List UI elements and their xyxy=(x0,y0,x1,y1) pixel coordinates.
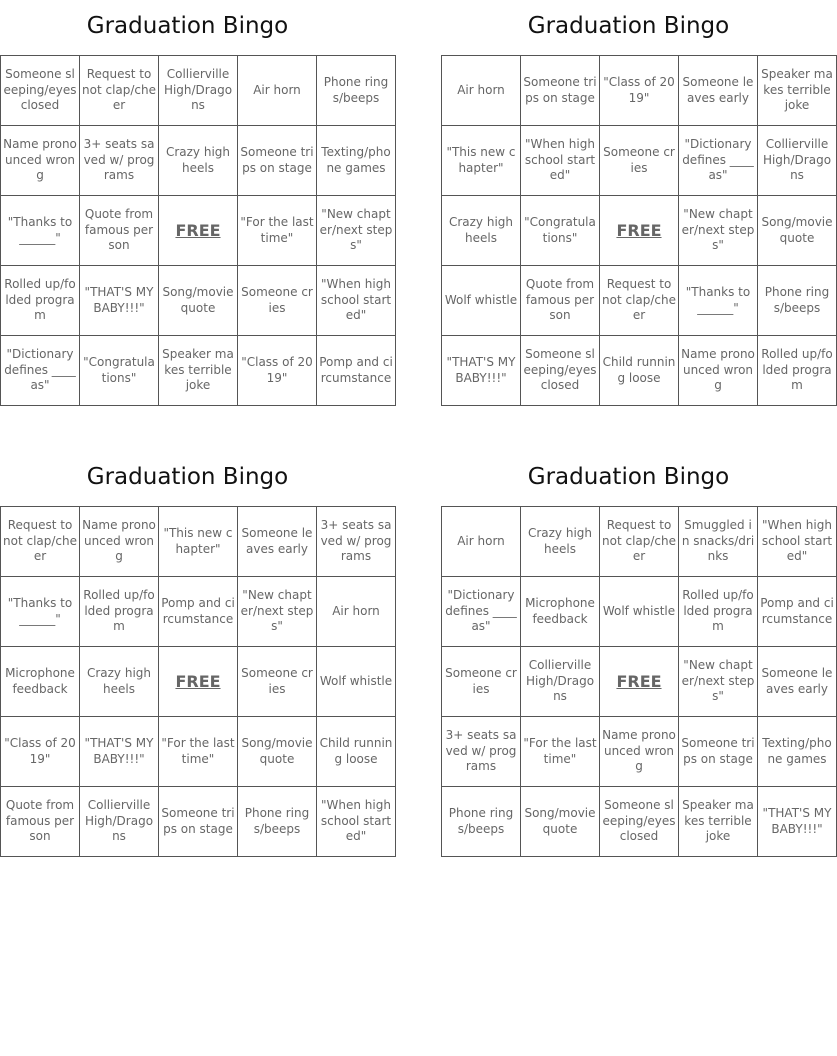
bingo-grid xyxy=(0,506,396,857)
bingo-cell: Crazy high heels xyxy=(159,126,238,196)
bingo-cell: Collierville High/Dragons xyxy=(80,787,159,857)
card-title: Graduation Bingo xyxy=(86,13,289,39)
bingo-cell: "New chapter/next steps" xyxy=(679,647,758,717)
bingo-cell: Someone leaves early xyxy=(238,507,317,577)
bingo-cell: "New chapter/next steps" xyxy=(317,196,396,266)
bingo-cell: Air horn xyxy=(317,577,396,647)
grid-row xyxy=(442,56,837,126)
bingo-cell: Someone cries xyxy=(238,647,317,717)
bingo-cell: Air horn xyxy=(442,507,521,577)
bingo-cell: "Class of 2019" xyxy=(1,717,80,787)
free-cell: FREE xyxy=(159,647,238,717)
bingo-cell: Wolf whistle xyxy=(600,577,679,647)
bingo-cell: "Thanks to ______" xyxy=(1,196,80,266)
card-title: Graduation Bingo xyxy=(527,13,730,39)
bingo-cell: Someone sleeping/eyes closed xyxy=(521,336,600,406)
bingo-cell: Song/movie quote xyxy=(159,266,238,336)
bingo-card-3 xyxy=(0,451,393,857)
grid-row xyxy=(1,577,396,647)
bingo-cell: Air horn xyxy=(238,56,317,126)
free-cell: FREE xyxy=(600,647,679,717)
bingo-cell: Collierville High/Dragons xyxy=(758,126,837,196)
bingo-cell: Pomp and circumstance xyxy=(317,336,396,406)
bingo-cell: "Congratulations" xyxy=(80,336,159,406)
bingo-cell: "THAT'S MY BABY!!!" xyxy=(442,336,521,406)
free-cell: FREE xyxy=(600,196,679,266)
bingo-cell: Pomp and circumstance xyxy=(758,577,837,647)
bingo-cell: Request to not clap/cheer xyxy=(1,507,80,577)
grid-row xyxy=(1,787,396,857)
bingo-cell: Someone cries xyxy=(600,126,679,196)
bingo-cell: Quote from famous person xyxy=(80,196,159,266)
bingo-cell: Pomp and circumstance xyxy=(159,577,238,647)
bingo-card-2 xyxy=(441,0,833,406)
bingo-cell: Name pronounced wrong xyxy=(679,336,758,406)
bingo-cell: Collierville High/Dragons xyxy=(521,647,600,717)
bingo-cell: Name pronounced wrong xyxy=(80,507,159,577)
grid-row xyxy=(442,787,837,857)
bingo-cell: Quote from famous person xyxy=(521,266,600,336)
bingo-cell: Air horn xyxy=(442,56,521,126)
bingo-cell: Rolled up/folded program xyxy=(679,577,758,647)
bingo-cell: Phone rings/beeps xyxy=(317,56,396,126)
bingo-cell: "When high school started" xyxy=(317,787,396,857)
grid-row xyxy=(1,196,396,266)
bingo-cell: "This new chapter" xyxy=(159,507,238,577)
bingo-grid xyxy=(441,55,837,406)
grid-row xyxy=(1,336,396,406)
grid-row xyxy=(442,507,837,577)
bingo-cell: Request to not clap/cheer xyxy=(600,266,679,336)
grid-row xyxy=(1,266,396,336)
bingo-cell: 3+ seats saved w/ programs xyxy=(80,126,159,196)
bingo-cell: "New chapter/next steps" xyxy=(679,196,758,266)
bingo-cell: "This new chapter" xyxy=(442,126,521,196)
bingo-cell: "THAT'S MY BABY!!!" xyxy=(80,717,159,787)
bingo-cell: Someone trips on stage xyxy=(679,717,758,787)
bingo-cell: Someone trips on stage xyxy=(521,56,600,126)
bingo-cell: Someone cries xyxy=(442,647,521,717)
bingo-cell: Request to not clap/cheer xyxy=(600,507,679,577)
bingo-card-4 xyxy=(441,451,834,857)
bingo-cell: "Congratulations" xyxy=(521,196,600,266)
bingo-cell: 3+ seats saved w/ programs xyxy=(442,717,521,787)
bingo-cell: "For the last time" xyxy=(159,717,238,787)
grid-row xyxy=(1,56,396,126)
bingo-cell: "When high school started" xyxy=(521,126,600,196)
grid-row xyxy=(442,717,837,787)
bingo-cell: "Thanks to ______" xyxy=(1,577,80,647)
bingo-cell: "Dictionary defines ____ as" xyxy=(679,126,758,196)
bingo-cell: 3+ seats saved w/ programs xyxy=(317,507,396,577)
bingo-cell: Texting/phone games xyxy=(317,126,396,196)
bingo-grid xyxy=(441,506,837,857)
bingo-cell: Someone sleeping/eyes closed xyxy=(1,56,80,126)
bingo-cell: Wolf whistle xyxy=(442,266,521,336)
bingo-cell: Collierville High/Dragons xyxy=(159,56,238,126)
bingo-card-1 xyxy=(0,0,393,406)
grid-row xyxy=(442,196,837,266)
grid-row xyxy=(442,647,837,717)
bingo-cell: Phone rings/beeps xyxy=(758,266,837,336)
grid-row xyxy=(1,126,396,196)
grid-row xyxy=(442,266,837,336)
bingo-cell: Wolf whistle xyxy=(317,647,396,717)
bingo-cell: Texting/phone games xyxy=(758,717,837,787)
bingo-cell: Someone sleeping/eyes closed xyxy=(600,787,679,857)
bingo-cell: Rolled up/folded program xyxy=(80,577,159,647)
bingo-cell: Someone trips on stage xyxy=(159,787,238,857)
grid-row xyxy=(1,507,396,577)
bingo-cell: "When high school started" xyxy=(758,507,837,577)
bingo-cell: "For the last time" xyxy=(238,196,317,266)
bingo-cell: Microphone feedback xyxy=(1,647,80,717)
bingo-cell: Speaker makes terrible joke xyxy=(679,787,758,857)
bingo-cell: Name pronounced wrong xyxy=(600,717,679,787)
bingo-cell: Song/movie quote xyxy=(758,196,837,266)
grid-row xyxy=(442,336,837,406)
bingo-cell: Someone cries xyxy=(238,266,317,336)
bingo-cell: Crazy high heels xyxy=(80,647,159,717)
bingo-cell: Name pronounced wrong xyxy=(1,126,80,196)
grid-row xyxy=(1,717,396,787)
bingo-cell: Phone rings/beeps xyxy=(238,787,317,857)
bingo-cell: "Dictionary defines ____ as" xyxy=(1,336,80,406)
bingo-cell: Child running loose xyxy=(600,336,679,406)
bingo-cell: Someone leaves early xyxy=(758,647,837,717)
card-title: Graduation Bingo xyxy=(86,464,289,490)
bingo-cell: Song/movie quote xyxy=(521,787,600,857)
bingo-cell: "Class of 2019" xyxy=(238,336,317,406)
bingo-grid xyxy=(0,55,396,406)
card-title: Graduation Bingo xyxy=(527,464,730,490)
bingo-cell: Crazy high heels xyxy=(521,507,600,577)
bingo-cell: Smuggled in snacks/drinks xyxy=(679,507,758,577)
bingo-cell: "Class of 2019" xyxy=(600,56,679,126)
grid-row xyxy=(1,647,396,717)
free-cell: FREE xyxy=(159,196,238,266)
bingo-cell: Quote from famous person xyxy=(1,787,80,857)
bingo-cell: Crazy high heels xyxy=(442,196,521,266)
bingo-cell: "New chapter/next steps" xyxy=(238,577,317,647)
bingo-cell: "Dictionary defines ____ as" xyxy=(442,577,521,647)
bingo-cell: Request to not clap/cheer xyxy=(80,56,159,126)
bingo-cell: "For the last time" xyxy=(521,717,600,787)
bingo-cell: Someone leaves early xyxy=(679,56,758,126)
grid-row xyxy=(442,577,837,647)
bingo-cell: Rolled up/folded program xyxy=(1,266,80,336)
bingo-cell: Microphone feedback xyxy=(521,577,600,647)
grid-row xyxy=(442,126,837,196)
bingo-cell: Rolled up/folded program xyxy=(758,336,837,406)
bingo-cell: Someone trips on stage xyxy=(238,126,317,196)
bingo-cell: Child running loose xyxy=(317,717,396,787)
bingo-cell: "THAT'S MY BABY!!!" xyxy=(758,787,837,857)
bingo-cell: "Thanks to ______" xyxy=(679,266,758,336)
bingo-cell: "THAT'S MY BABY!!!" xyxy=(80,266,159,336)
bingo-cell: Speaker makes terrible joke xyxy=(758,56,837,126)
bingo-cell: "When high school started" xyxy=(317,266,396,336)
bingo-cell: Song/movie quote xyxy=(238,717,317,787)
bingo-cell: Phone rings/beeps xyxy=(442,787,521,857)
bingo-cell: Speaker makes terrible joke xyxy=(159,336,238,406)
